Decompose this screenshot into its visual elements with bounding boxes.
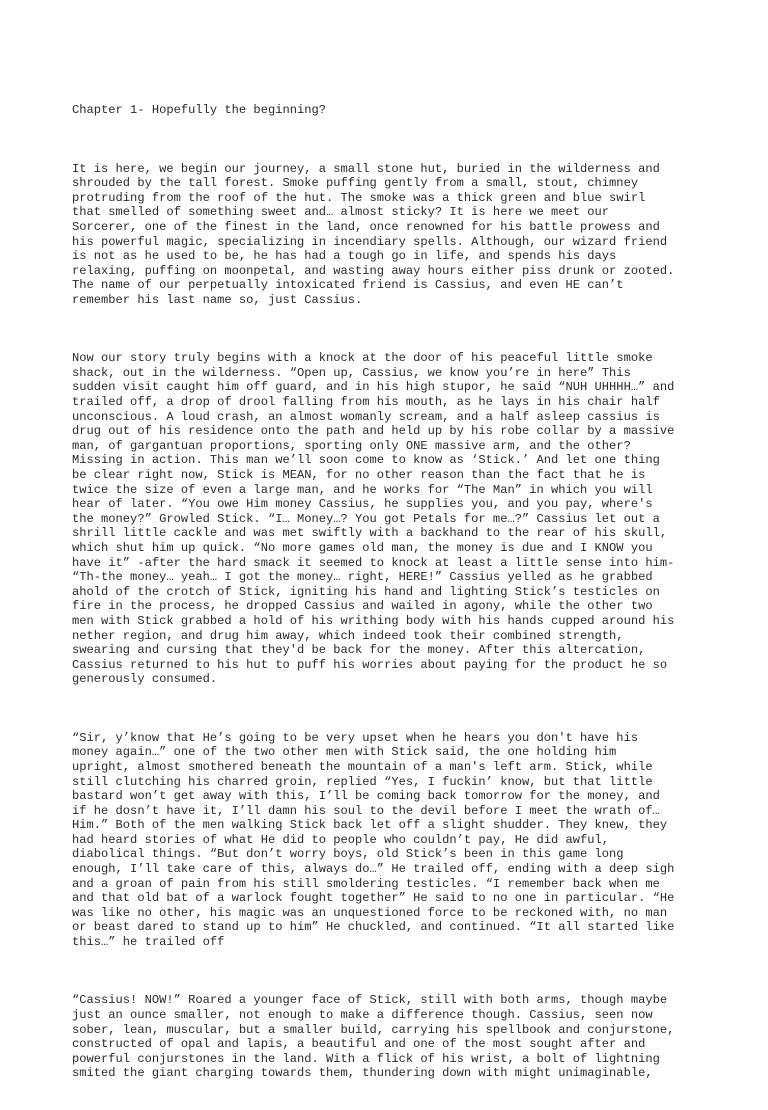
paragraph-4: “Cassius! NOW!” Roared a younger face of Stick, still with both arms, though maybe just an ounce smaller, not enough to make a difference though. Cassius, seen now sober, lean, muscular, but a smaller build, carrying his spellbook and conjurstone, constructed of opal and lapis, a beautiful and one of the most sought after and powerful conjurstones in the land. With a flick of his wrist, a bolt of lightning smited the giant charging towards them, thundering down with might unimaginable,	[72, 993, 675, 1081]
paragraph-3: “Sir, y’know that He’s going to be very upset when he hears you don't have his money again…” one of the two other men with Stick said, the one holding him upright, almost smothered beneath the mountain of a man's left arm. Stick, while still clutching his charred groin, replied “Yes, I fuckin’ know, but that little bastard won’t get away with this, I’ll be coming back tomorrow for the money, and if he dosn’t have it, I’ll damn his soul to the devil before I meet the wrath of… Him.” Both of the men walking Stick back let off a slight shudder. They knew, they had heard stories of what He did to people who couldn’t pay, He did awful, diabolical things. “But don’t worry boys, old Stick’s been in this game long enough, I’ll take care of this, always do…” He trailed off, ending with a deep sigh and a groan of pain from his still smoldering testicles. “I remember back when me and that old bat of a warlock fought together” He said to no one in particular. “He was like no other, his magic was an unquestioned force to be reckoned with, no man or beast dared to stand up to him” He chuckled, and continued. “It all started like this…” he trailed off	[72, 730, 675, 950]
paragraph-1: It is here, we begin our journey, a small stone hut, buried in the wilderness and shrouded by the tall forest. Smoke puffing gently from a small, stout, chimney protruding from the roof of the hut. The smoke was a thick green and blue swirl that smelled of something sweet and… almost sticky? It is here we meet our Sorcerer, one of the finest in the land, once renowned for his battle prowess and his powerful magic, specializing in incendiary spells. Although, our wizard friend is not as he used to be, he has had a tough go in life, and spends his days relaxing, puffing on moonpetal, and wasting away hours either piss drunk or zooted. The name of our perpetually intoxicated friend is Cassius, and even HE can’t remember his last name so, just Cassius.	[72, 161, 675, 307]
paragraph-2: Now our story truly begins with a knock at the door of his peaceful little smoke shack, out in the wilderness. “Open up, Cassius, we know you’re in here” This sudden visit caught him off guard, and in his high stupor, he said “NUH UHHHH…” and trailed off, a drop of drool falling from his mouth, as he lays in his chair half unconscious. A loud crash, an almost womanly scream, and a half asleep cassius is drug out of his residence onto the path and held up by his robe collar by a massive man, of gargantuan proportions, sporting only ONE massive arm, and the other? Missing in action. This man we’ll soon come to know as ‘Stick.’ And let one thing be clear right now, Stick is MEAN, for no other reason than the fact that he is twice the size of even a large man, and he works for “The Man” in which you will hear of later. “You owe Him money Cassius, he supplies you, and you pay, where's the money?” Growled Stick. “I… Money…? You got Petals for me…?” Cassius let out a shrill little cackle and was met swiftly with a backhand to the rear of his skull, which shut him up quick. “No more games old man, the money is due and I KNOW you have it” -after the hard smack it seemed to knock at least a little sense into him- “Th-the money… yeah… I got the money… right, HERE!” Cassius yelled as he grabbed ahold of the crotch of Stick, igniting his hand and lighting Stick’s testicles on fire in the process, he dropped Cassius and wailed in agony, while the other two men with Stick grabbed a hold of his writhing body with his hands cupped around his nether region, and drug him away, which indeed took their combined strength, swearing and cursing that they'd be back for the money. After this altercation, Cassius returned to his hut to puff his worries about paying for the product he so generously consumed.	[72, 351, 675, 687]
chapter-heading: Chapter 1- Hopefully the beginning?	[72, 103, 327, 118]
document-page	[72, 74, 712, 1110]
